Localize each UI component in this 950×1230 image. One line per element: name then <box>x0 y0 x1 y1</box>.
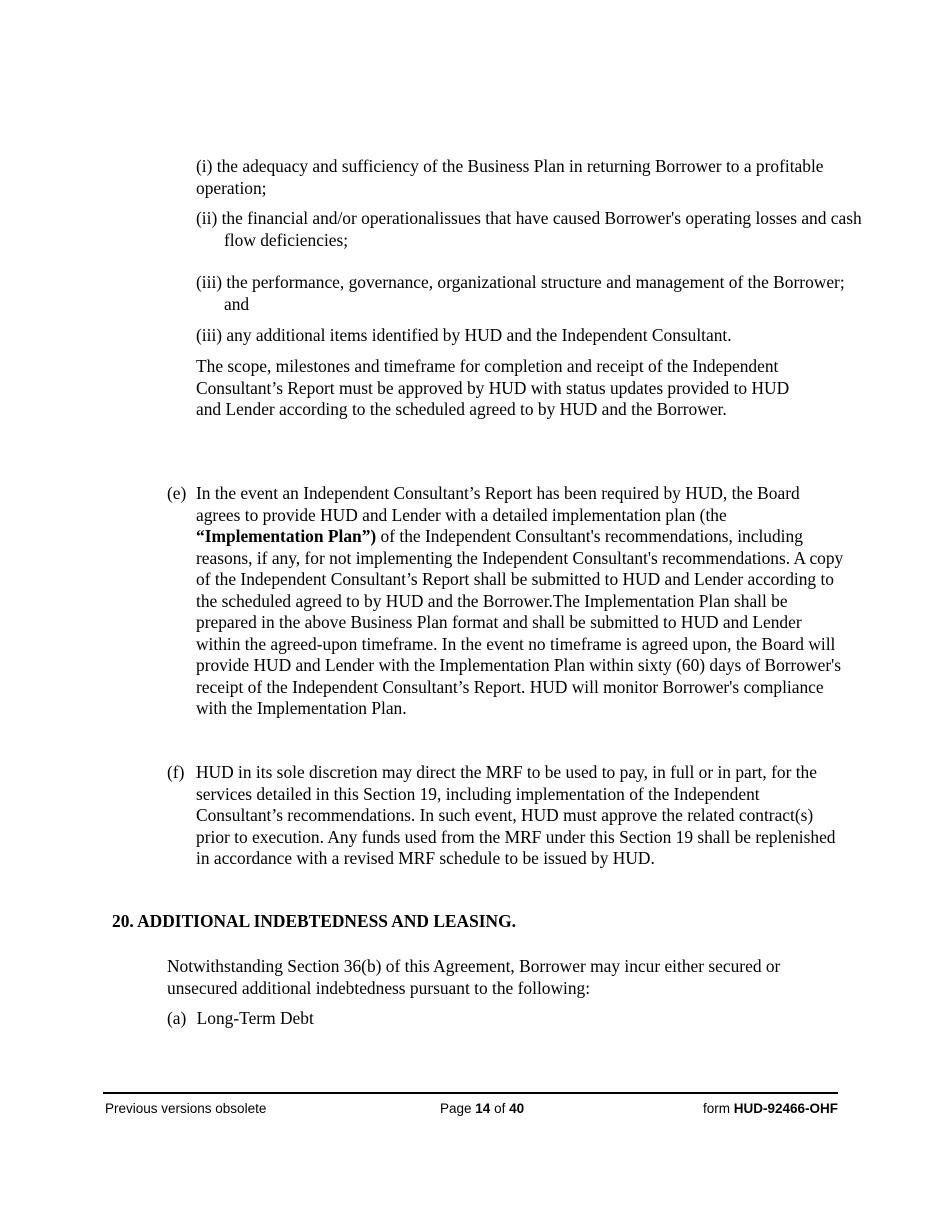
section-e-text-after: of the Independent Consultant's recommendations, including reasons, if any, for not implementing the Independent Consultant's recommendations. A copy of the Independent Consultant’s Report shall be submitted to HUD and Lender according to the scheduled agreed to by HUD and the Borrower.The Implementation Plan shall be prepared in the above Business Plan format and shall be submitted to HUD and Lender within the agreed-upon timeframe. In the event no timeframe is agreed upon, the Board will provide HUD and Lender with the Implementation Plan within sixty (60) days of Borrower's receipt of the Independent Consultant’s Report. HUD will monitor Borrower's compliance with the Implementation Plan. <box>196 526 844 718</box>
section-e <box>167 483 847 720</box>
section-e-text <box>196 483 847 720</box>
current-page: 14 <box>475 1101 491 1116</box>
form-id: HUD-92466-OHF <box>733 1101 838 1116</box>
page-prefix: Page <box>440 1101 476 1116</box>
item-i: (i) the adequacy and sufficiency of the Business Plan in returning Borrower to a profitable operation; <box>196 156 824 198</box>
page-number <box>440 1101 524 1116</box>
footer-divider <box>103 1092 838 1094</box>
section-f <box>167 762 847 870</box>
section-e-text-before: In the event an Independent Consultant’s Report has been required by HUD, the Board agrees to provide HUD and Lender with a detailed implementation plan (the <box>196 483 800 525</box>
page-of: of <box>490 1101 510 1116</box>
section-f-text: HUD in its sole discretion may direct the MRF to be used to pay, in full or in part, for the services detailed in this Section 19, including implementation of the Independent Consultant’s recommendations. In such event, HUD must approve the related contract(s) prior to execution. Any funds used from the MRF under this Section 19 shall be replenished in accordance with a revised MRF schedule to be issued by HUD. <box>196 762 836 868</box>
item-iii-additional: (iii) any additional items identified by HUD and the Independent Consultant. <box>196 325 732 345</box>
section-20-intro: Notwithstanding Section 36(b) of this Agreement, Borrower may incur either secured or unsecured additional indebtedness pursuant to the following: <box>167 956 781 998</box>
implementation-plan-term: “Implementation Plan”) <box>196 526 377 546</box>
total-pages: 40 <box>509 1101 525 1116</box>
footer-obsolete-note: Previous versions obsolete <box>105 1101 267 1116</box>
form-prefix: form <box>702 1101 734 1116</box>
section-20-item-a <box>167 1008 567 1030</box>
item-ii: (ii) the financial and/or operationalissues that have caused Borrower's operating losses and cash flow deficiencies; <box>196 208 862 250</box>
item-a-text: Long-Term Debt <box>196 1008 314 1028</box>
item-a-letter: (a) <box>167 1008 187 1028</box>
scope-paragraph: The scope, milestones and timeframe for completion and receipt of the Independent Consultant’s Report must be approved by HUD with status updates provided to HUD and Lender according to the scheduled agreed to by HUD and the Borrower. <box>196 356 790 419</box>
section-20-heading: 20. ADDITIONAL INDEBTEDNESS AND LEASING. <box>112 911 516 931</box>
form-number <box>703 1101 838 1116</box>
item-iii: (iii) the performance, governance, organizational structure and management of the Borrower; and <box>196 272 845 314</box>
section-e-letter: (e) <box>167 483 187 503</box>
section-f-letter: (f) <box>167 762 185 782</box>
